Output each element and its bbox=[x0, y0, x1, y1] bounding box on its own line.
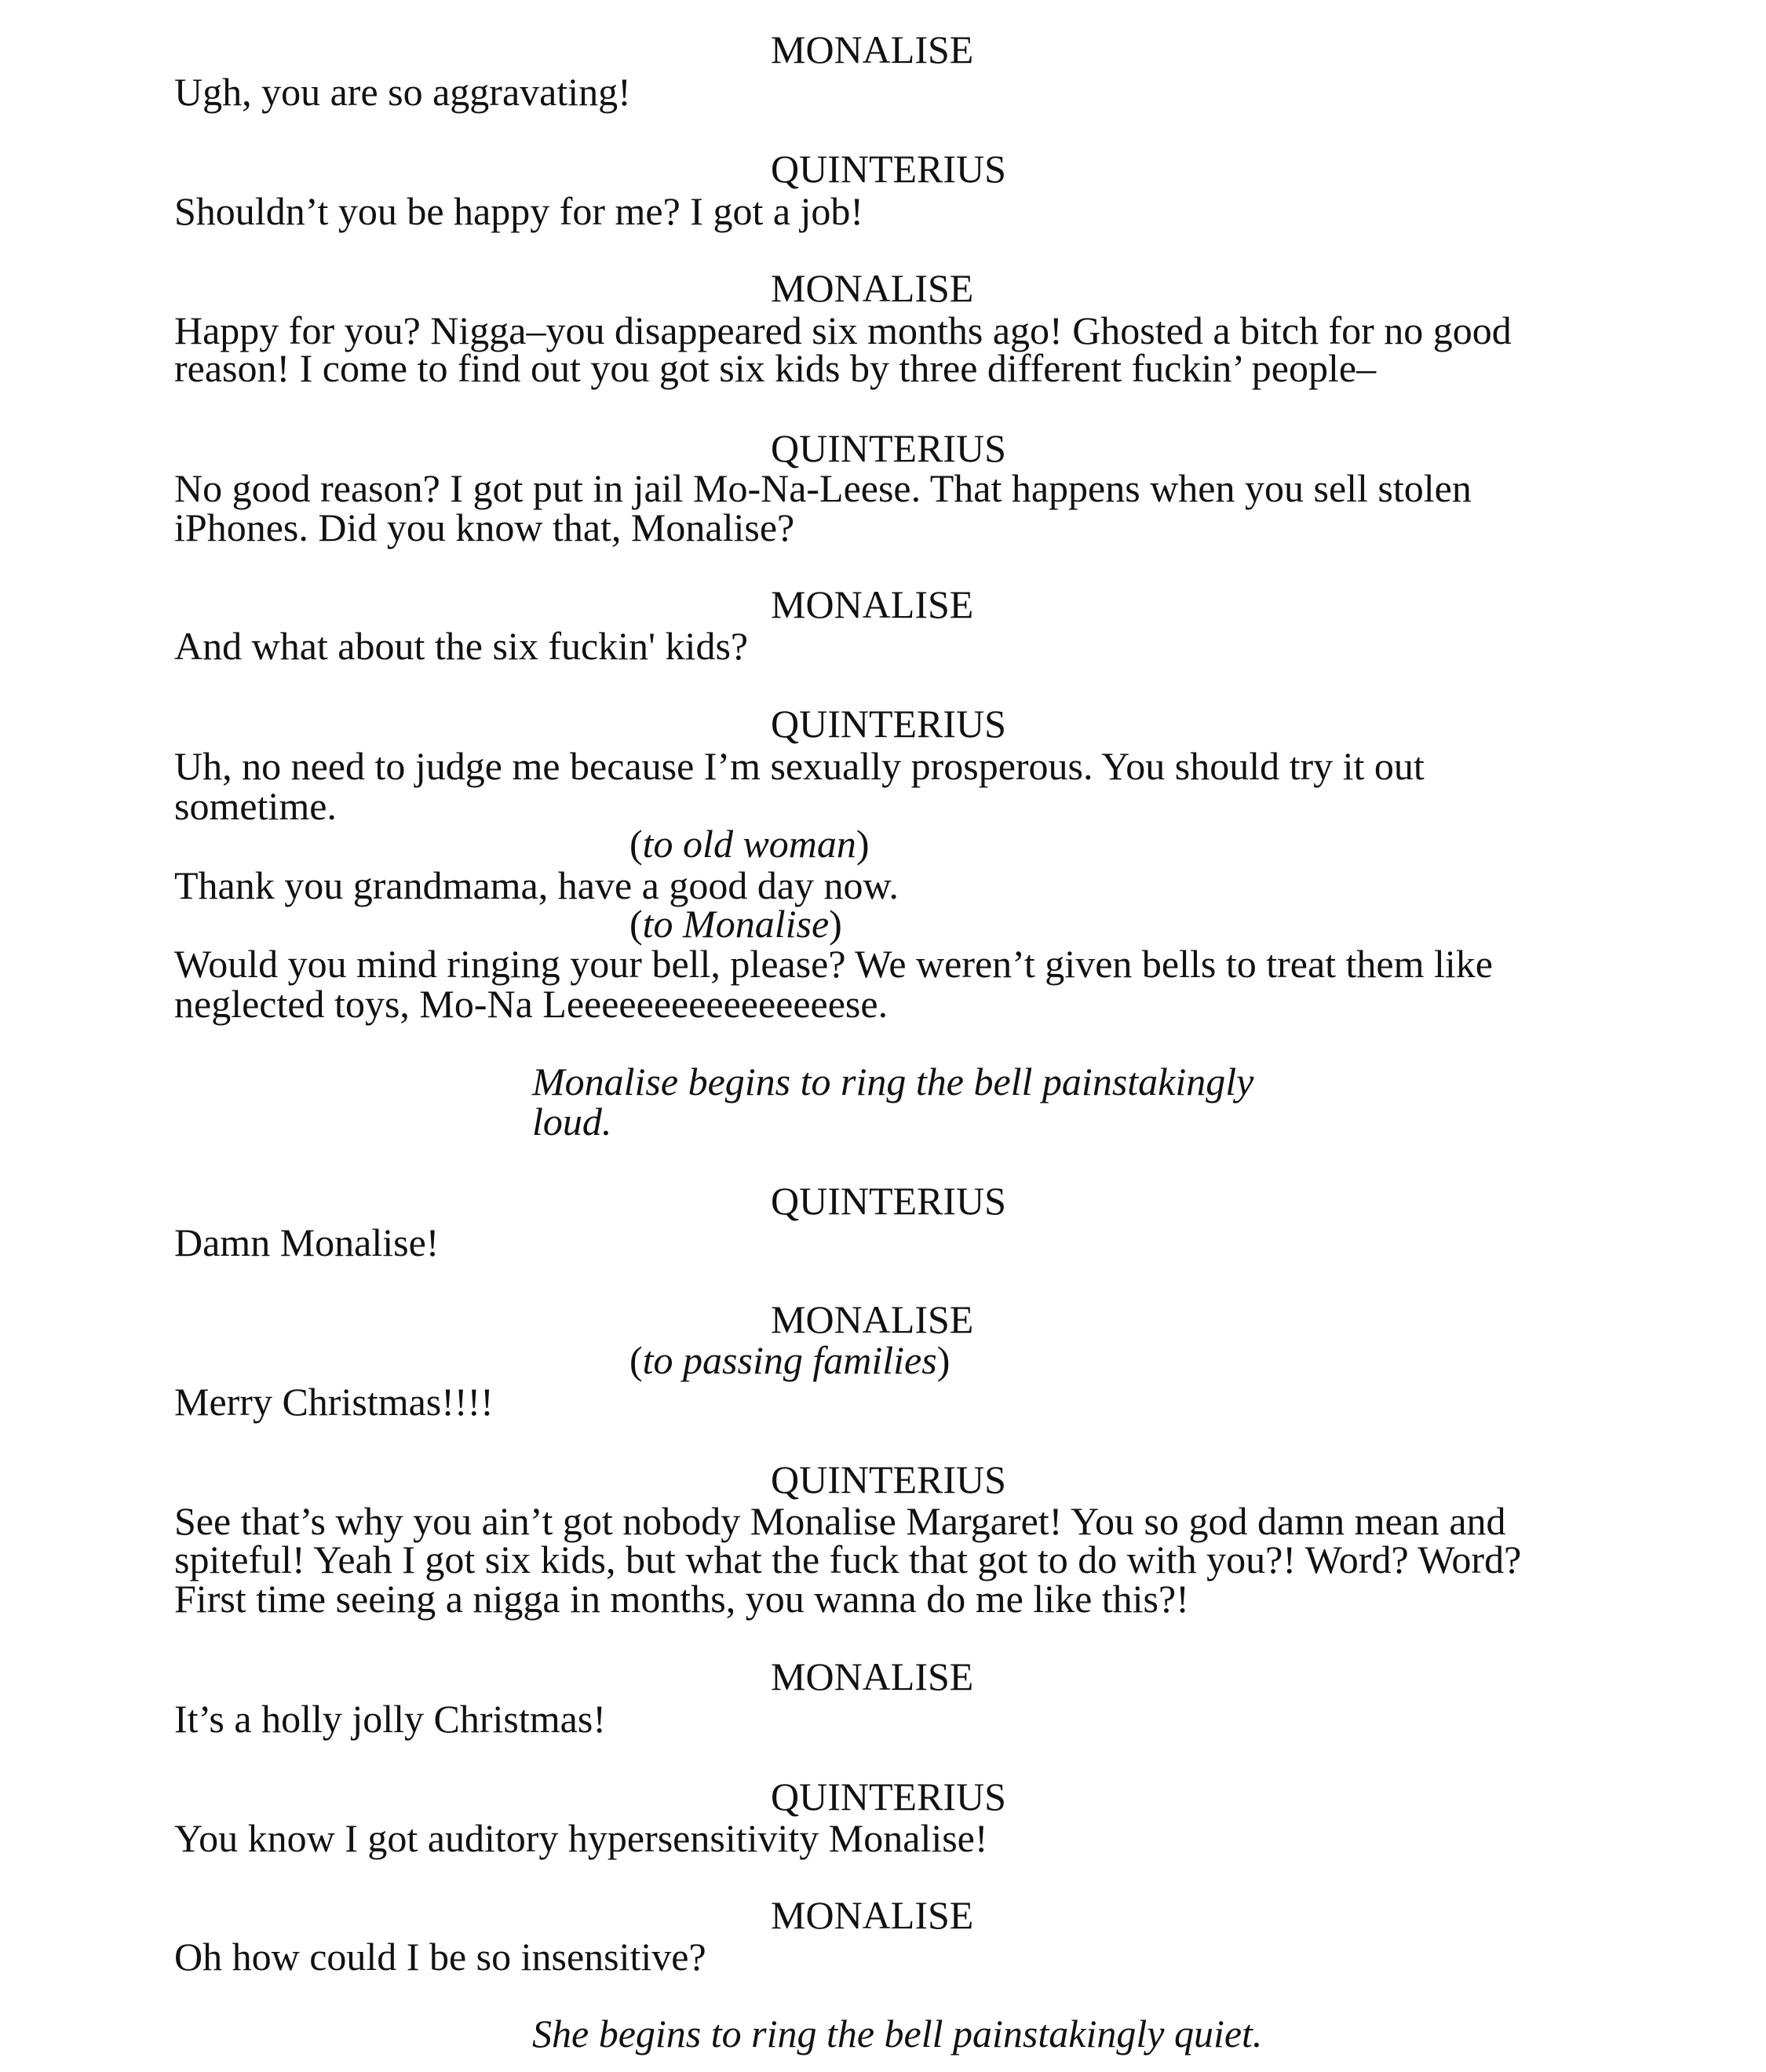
dialogue-line: spiteful! Yeah I got six kids, but what the fuck that got to do with you?! Word? Word? bbox=[174, 1538, 1522, 1581]
dialogue-line: Happy for you? Nigga–you disappeared six months ago! Ghosted a bitch for no good bbox=[174, 308, 1512, 352]
dialogue-line: Shouldn’t you be happy for me? I got a job! bbox=[174, 189, 864, 233]
character-name: QUINTERIUS bbox=[771, 426, 1006, 470]
character-name: QUINTERIUS bbox=[771, 702, 1006, 746]
dialogue-line: reason! I come to find out you got six kids by three different fuckin’ people– bbox=[174, 346, 1377, 390]
dialogue-line: Ugh, you are so aggravating! bbox=[174, 70, 631, 114]
parenthetical: (to Monalise) bbox=[629, 902, 842, 946]
parenthetical-text: to passing families bbox=[642, 1338, 937, 1382]
character-name: MONALISE bbox=[771, 1893, 974, 1937]
parenthetical-text: to Monalise bbox=[642, 902, 830, 946]
character-name: QUINTERIUS bbox=[771, 1775, 1006, 1818]
dialogue-line: It’s a holly jolly Christmas! bbox=[174, 1697, 606, 1741]
dialogue-line: neglected toys, Mo-Na Leeeeeeeeeeeeeeeese. bbox=[174, 982, 888, 1026]
dialogue-line: Damn Monalise! bbox=[174, 1220, 440, 1264]
dialogue-line: First time seeing a nigga in months, you wanna do me like this?! bbox=[174, 1577, 1189, 1621]
dialogue-line: Would you mind ringing your bell, please? We weren’t given bells to treat them like bbox=[174, 942, 1493, 986]
dialogue-line: See that’s why you ain’t got nobody Monalise Margaret! You so god damn mean and bbox=[174, 1499, 1506, 1543]
dialogue-line: No good reason? I got put in jail Mo-Na-Leese. That happens when you sell stolen bbox=[174, 466, 1472, 510]
action-line: Monalise begins to ring the bell painstakingly bbox=[532, 1060, 1254, 1103]
dialogue-line: sometime. bbox=[174, 784, 337, 828]
dialogue-line: Uh, no need to judge me because I’m sexually prosperous. You should try it out bbox=[174, 744, 1425, 788]
dialogue-line: And what about the six fuckin' kids? bbox=[174, 624, 749, 668]
parenthetical: (to passing families) bbox=[629, 1338, 951, 1382]
action-line: She begins to ring the bell painstakingly quiet. bbox=[532, 2012, 1263, 2056]
dialogue-line: Thank you grandmama, have a good day now. bbox=[174, 863, 899, 907]
character-name: MONALISE bbox=[771, 582, 974, 626]
action-line: loud. bbox=[532, 1100, 612, 1144]
character-name: QUINTERIUS bbox=[771, 147, 1006, 191]
dialogue-line: Oh how could I be so insensitive? bbox=[174, 1935, 706, 1979]
character-name: QUINTERIUS bbox=[771, 1457, 1006, 1501]
character-name: MONALISE bbox=[771, 1654, 974, 1698]
dialogue-line: iPhones. Did you know that, Monalise? bbox=[174, 505, 795, 549]
parenthetical-text: to old woman bbox=[642, 822, 856, 866]
character-name: MONALISE bbox=[771, 27, 974, 71]
character-name: QUINTERIUS bbox=[771, 1179, 1006, 1223]
character-name: MONALISE bbox=[771, 266, 974, 310]
parenthetical: (to old woman) bbox=[629, 822, 870, 866]
dialogue-line: Merry Christmas!!!! bbox=[174, 1380, 494, 1424]
dialogue-line: You know I got auditory hypersensitivity Monalise! bbox=[174, 1816, 988, 1860]
character-name: MONALISE bbox=[771, 1297, 974, 1341]
